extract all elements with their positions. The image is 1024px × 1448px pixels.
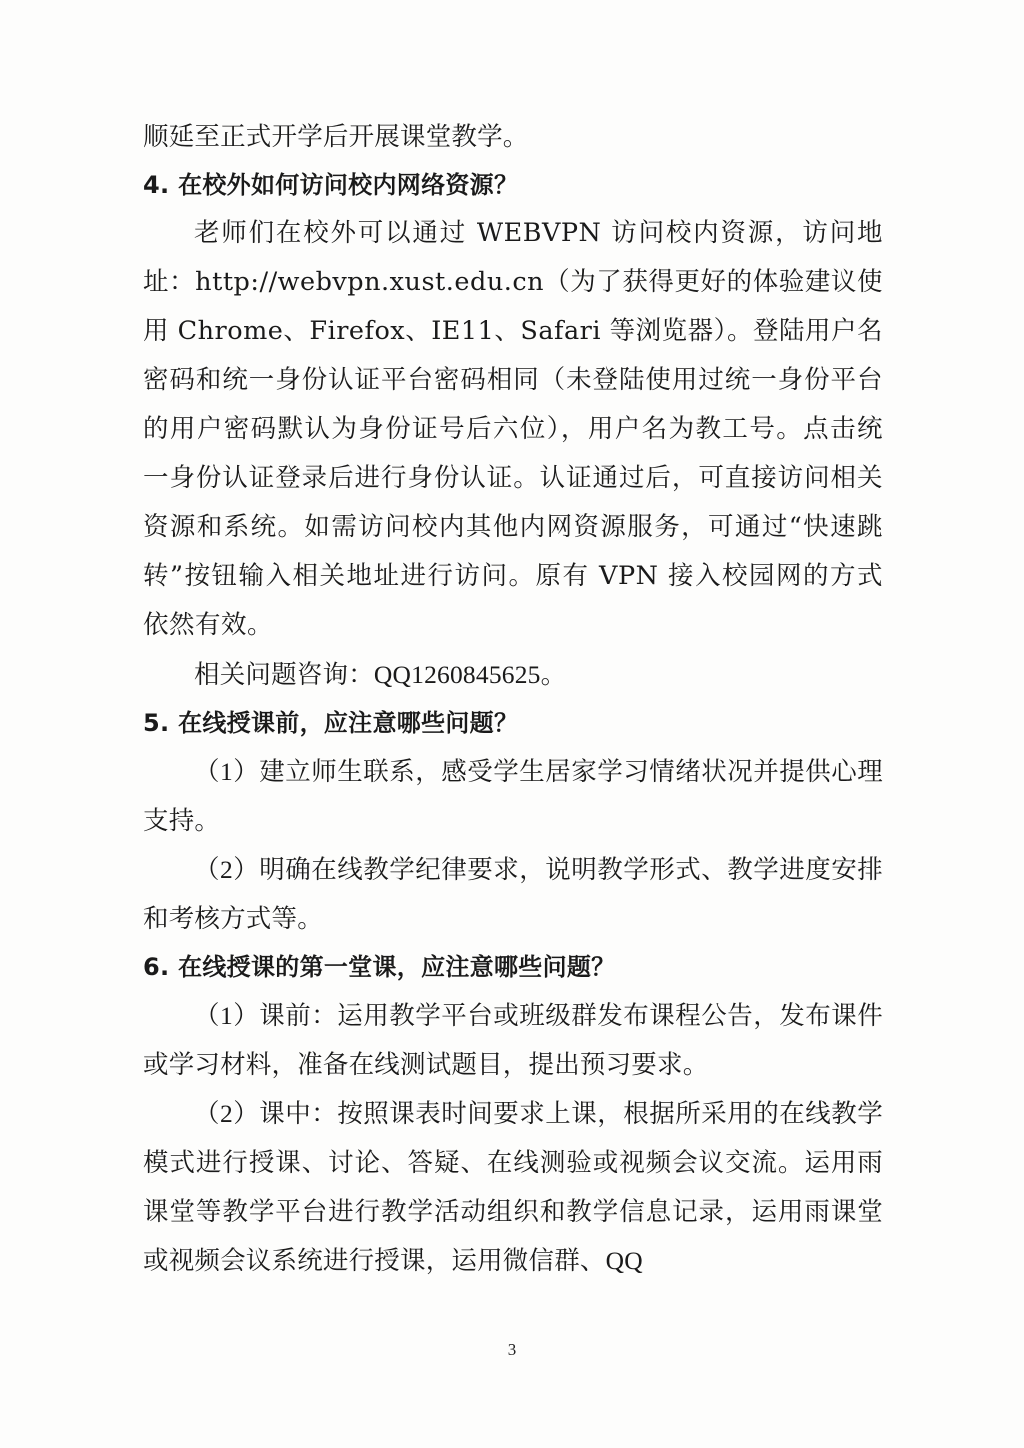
section-heading-6: 6. 在线授课的第一堂课，应注意哪些问题？ [143, 953, 616, 981]
paragraph-webvpn-access: 老师们在校外可以通过 WEBVPN 访问校内资源，访问地址：http://webvpn.xust.edu.cn（为了获得更好的体验建议使用 Chrome、Firefox、IE11、Safari 等浏览器）。登陆用户名密码和统一身份认证平台密码相同（未登陆使用过统一身份平台的用户密码默认为身份证号后六位），用户名为教工号。点击统一身份认证登录后进行身份认证。认证通过后，可直接访问相关资源和系统。如需访问校内其他内网资源服务，可通过“快速跳转”按钮输入相关地址进行访问。原有 VPN 接入校园网的方式依然有效。 [143, 218, 883, 640]
page-number: 3 [507, 1340, 517, 1359]
paragraph-5-item-2: （2）明确在线教学纪律要求，说明教学形式、教学进度安排和考核方式等。 [143, 855, 883, 933]
page-content [143, 112, 883, 1285]
paragraph-continuation: 顺延至正式开学后开展课堂教学。 [143, 122, 529, 151]
paragraph-6-item-2: （2）课中：按照课表时间要求上课，根据所采用的在线教学模式进行授课、讨论、答疑、在线测验或视频会议交流。运用雨课堂等教学平台进行教学活动组织和教学信息记录，运用雨课堂或视频会议系统进行授课，运用微信群、QQ [143, 1099, 883, 1275]
paragraph-6-item-1: （1）课前：运用教学平台或班级群发布课程公告，发布课件或学习材料，准备在线测试题目，提出预习要求。 [143, 1001, 883, 1079]
section-heading-5: 5. 在线授课前，应注意哪些问题？ [143, 709, 519, 737]
section-heading-4: 4. 在校外如何访问校内网络资源？ [143, 171, 519, 199]
paragraph-qq-contact: 相关问题咨询：QQ1260845625。 [194, 660, 567, 689]
paragraph-5-item-1: （1）建立师生联系，感受学生居家学习情绪状况并提供心理支持。 [143, 757, 883, 835]
